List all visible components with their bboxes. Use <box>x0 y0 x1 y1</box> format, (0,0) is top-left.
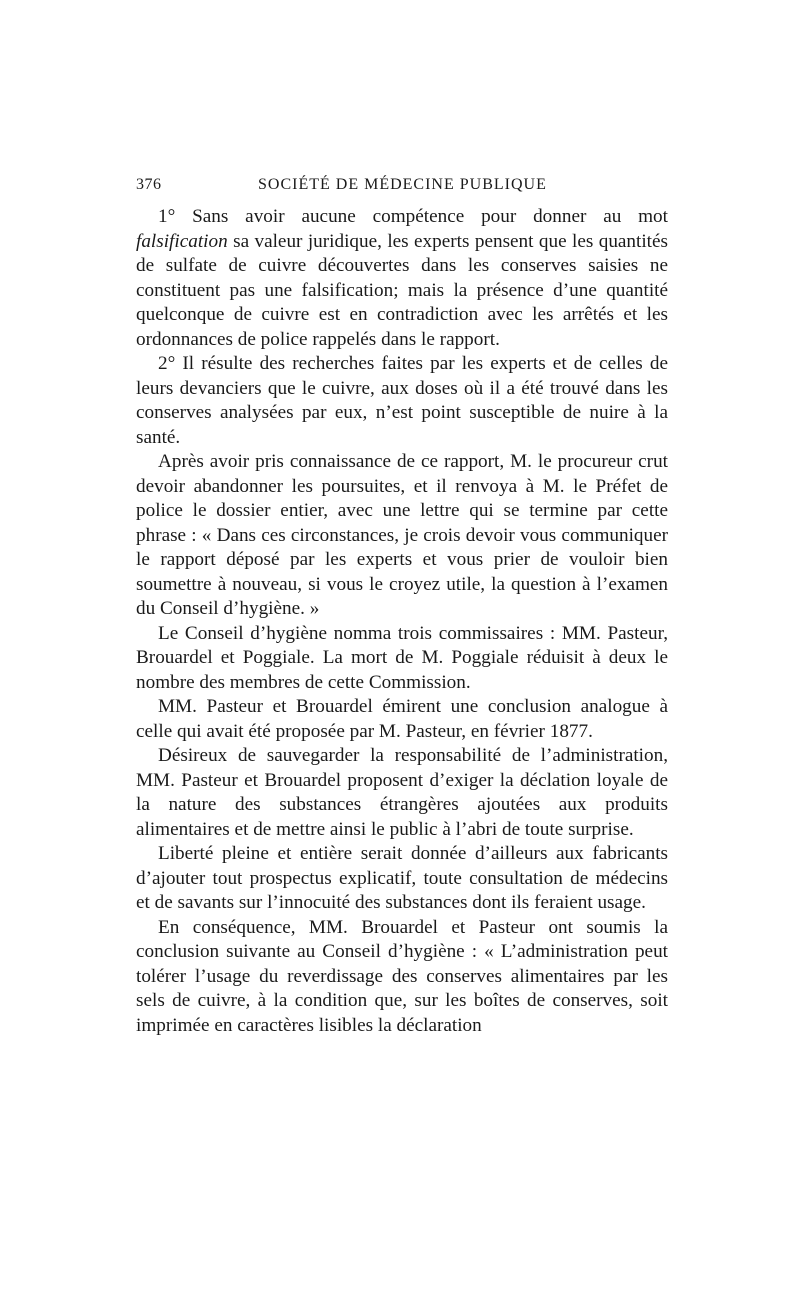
running-header <box>136 176 668 198</box>
page-body <box>136 205 668 1038</box>
paragraph-2: 2° Il résulte des recherches faites par les experts et de celles de leurs devanciers que le cuivre, aux doses où il a été trouvé dans les conserves analysées par eux, n’est point susceptible de nuire à la santé. <box>136 353 668 448</box>
paragraph-8: En conséquence, MM. Brouardel et Pasteur ont soumis la conclusion suivante au Conseil d’hygiène : « L’administration peut tolérer l’usage du reverdissage des conserves alimentaires par les sels de cuivre, à la condition que, sur les boîtes de conserves, soit imprimée en caractères lisibles la déclaration <box>136 916 668 1036</box>
paragraph-7: Liberté pleine et entière serait donnée d’ailleurs aux fabricants d’ajouter tout prospectus explicatif, toute consultation de médecins et de savants sur l’innocuité des substances dont ils feraient usage. <box>136 843 668 913</box>
running-title: SOCIÉTÉ DE MÉDECINE PUBLIQUE <box>258 176 547 193</box>
paragraph-6: Désireux de sauvegarder la responsabilité de l’administration, MM. Pasteur et Brouardel proposent d’exiger la déclation loyale de la nature des substances étrangères ajoutées aux produits alimentaires et de mettre ainsi le public à l’abri de toute surprise. <box>136 745 668 840</box>
italic-term: falsification <box>136 230 228 252</box>
paragraph-3: Après avoir pris connaissance de ce rapport, M. le procureur crut devoir abandonner les poursuites, et il renvoya à M. le Préfet de police le dossier entier, avec une lettre qui se termine par cette phrase : « Dans ces circonstances, je crois devoir vous communiquer le rapport déposé par les experts et vous prier de vouloir bien soumettre à nouveau, si vous le croyez utile, la question à l’examen du Conseil d’hygiène. » <box>136 451 668 619</box>
paragraph-1-start: 1° Sans avoir aucune compétence pour donner au mot <box>158 206 668 227</box>
paragraph-1-end: sa valeur juridique, les experts pensent que les quantités de sulfate de cuivre découvertes dans les conserves saisies ne constituent pas une falsification; mais la présence d’une quantité quelconque de cuivre est en contradiction avec les arrêtés et les ordonnances de police rappelés dans le rapport. <box>136 230 668 350</box>
page-number: 376 <box>136 176 162 193</box>
paragraph-1 <box>136 205 668 352</box>
paragraph-4: Le Conseil d’hygiène nomma trois commissaires : MM. Pasteur, Brouardel et Poggiale. La mort de M. Poggiale réduisit à deux le nombre des membres de cette Commission. <box>136 622 668 693</box>
paragraph-5: MM. Pasteur et Brouardel émirent une conclusion analogue à celle qui avait été proposée par M. Pasteur, en février 1877. <box>136 696 668 742</box>
